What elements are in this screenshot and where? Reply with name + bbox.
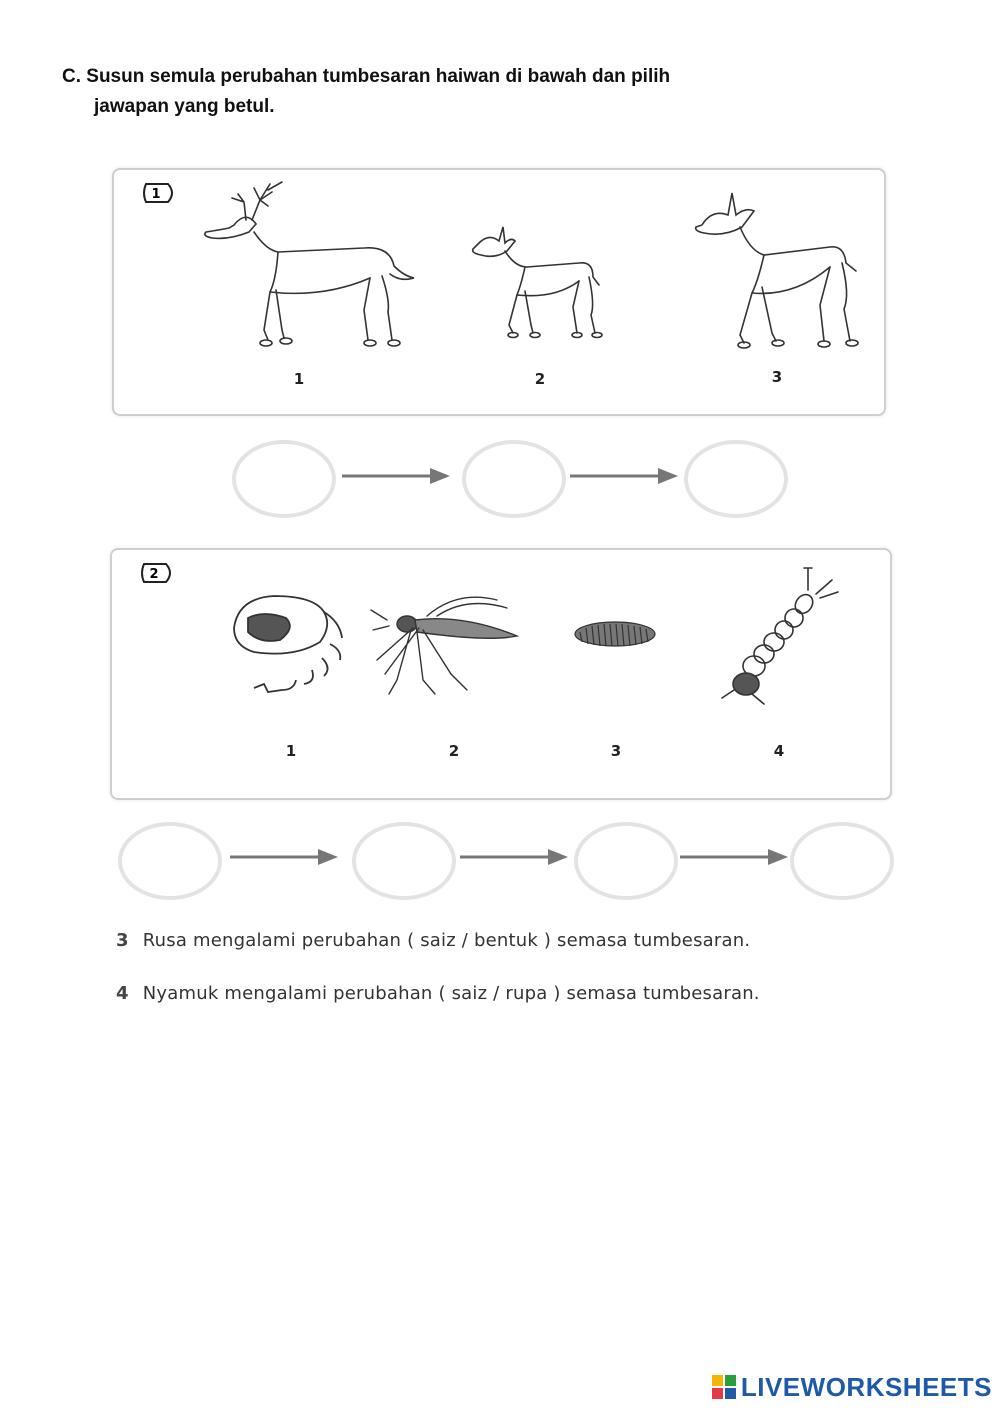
statement-4 (116, 983, 760, 1004)
arrow-icon (340, 466, 452, 486)
answer-oval-1-3[interactable] (684, 440, 788, 518)
answer-oval-1-2[interactable] (462, 440, 566, 518)
liveworksheets-logo (711, 1371, 992, 1403)
arrow-icon (228, 847, 340, 867)
answer-oval-2-4[interactable] (790, 822, 894, 900)
eggs-image (570, 612, 660, 652)
question-2-panel (110, 548, 892, 800)
answer-oval-2-1[interactable] (118, 822, 222, 900)
larva-image (712, 560, 852, 710)
question-2-badge-text: 2 (149, 567, 159, 582)
adult-mosquito-image (367, 590, 537, 700)
arrow-icon (678, 847, 790, 867)
answer-oval-2-2[interactable] (352, 822, 456, 900)
doe-caption: 3 (771, 368, 783, 386)
arrow-icon (458, 847, 570, 867)
statement-4-text: Nyamuk mengalami perubahan ( saiz / rupa ) semasa tumbesaran. (142, 983, 760, 1004)
eggs-caption: 3 (610, 742, 622, 760)
larva-caption: 4 (773, 742, 785, 760)
doe-image (684, 185, 864, 355)
answer-oval-1-1[interactable] (232, 440, 336, 518)
statement-3 (116, 930, 750, 951)
pupa-image (224, 588, 364, 698)
pupa-caption: 1 (285, 742, 297, 760)
liveworksheets-icon (711, 1374, 737, 1400)
stag-caption: 1 (293, 370, 305, 388)
answer-oval-2-3[interactable] (574, 822, 678, 900)
question-1-badge-text: 1 (151, 187, 161, 202)
statement-3-number: 3 (116, 930, 129, 951)
instruction-line-2: jawapan yang betul. (94, 96, 275, 117)
arrow-icon (568, 466, 680, 486)
statement-4-number: 4 (116, 983, 129, 1004)
instruction (62, 62, 922, 122)
fawn-image (459, 215, 609, 345)
question-2-badge (138, 560, 176, 586)
instruction-line-1: C. Susun semula perubahan tumbesaran haiwan di bawah dan pilih (62, 66, 671, 87)
fawn-caption: 2 (534, 370, 546, 388)
brand-text: LIVEWORKSHEETS (740, 1371, 992, 1402)
question-1-panel (112, 168, 886, 416)
question-1-badge (140, 180, 178, 206)
adult-mosquito-caption: 2 (448, 742, 460, 760)
adult-stag-image (194, 180, 424, 360)
statement-3-text: Rusa mengalami perubahan ( saiz / bentuk ) semasa tumbesaran. (142, 930, 751, 951)
